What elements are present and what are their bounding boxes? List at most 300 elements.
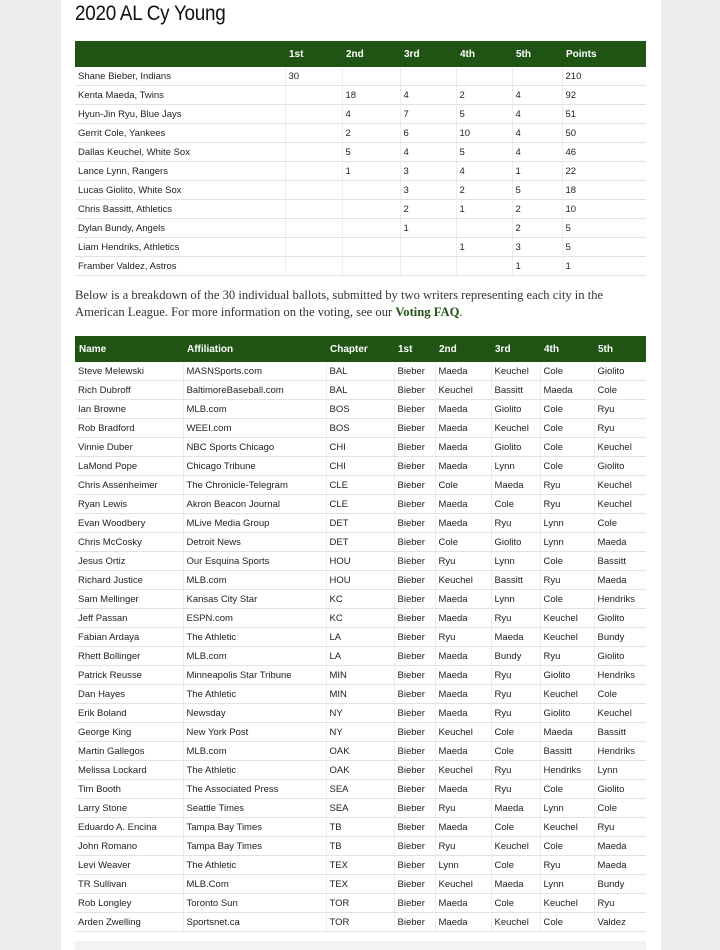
table-cell bbox=[342, 238, 400, 257]
points-row bbox=[75, 257, 646, 276]
table-cell bbox=[342, 181, 400, 200]
table-cell bbox=[342, 219, 400, 238]
ballot-row bbox=[75, 476, 646, 495]
table-cell: Ryu bbox=[540, 647, 594, 666]
table-cell: Keuchel bbox=[594, 495, 646, 514]
table-cell: MLB.com bbox=[183, 647, 326, 666]
points-row bbox=[75, 238, 646, 257]
table-cell: 4 bbox=[400, 86, 456, 105]
table-cell: Lynn bbox=[540, 533, 594, 552]
table-cell: Bieber bbox=[394, 628, 435, 647]
table-cell bbox=[285, 238, 342, 257]
table-cell: Cole bbox=[491, 742, 540, 761]
ballot-row bbox=[75, 837, 646, 856]
points-row bbox=[75, 143, 646, 162]
table-cell: Maeda bbox=[491, 799, 540, 818]
table-cell bbox=[285, 86, 342, 105]
ballot-row bbox=[75, 609, 646, 628]
table-cell bbox=[456, 67, 512, 86]
table-cell: 51 bbox=[562, 105, 646, 124]
ballot-row bbox=[75, 647, 646, 666]
table-cell: 4 bbox=[456, 162, 512, 181]
table-cell: John Romano bbox=[75, 837, 183, 856]
table-cell: Jesus Ortiz bbox=[75, 552, 183, 571]
table-cell: Ryu bbox=[491, 666, 540, 685]
table-cell: Keuchel bbox=[540, 685, 594, 704]
ballot-row bbox=[75, 723, 646, 742]
table-cell: Cole bbox=[491, 495, 540, 514]
table-cell: Ryan Lewis bbox=[75, 495, 183, 514]
table-cell: Bassitt bbox=[491, 571, 540, 590]
table-cell: Valdez bbox=[594, 913, 646, 932]
table-cell: HOU bbox=[326, 552, 394, 571]
column-header: 3rd bbox=[400, 41, 456, 67]
table-cell: 4 bbox=[512, 105, 562, 124]
table-cell: Lynn bbox=[594, 761, 646, 780]
table-cell: 4 bbox=[400, 143, 456, 162]
table-cell: Cole bbox=[594, 799, 646, 818]
table-cell: 1 bbox=[562, 257, 646, 276]
column-header: 2nd bbox=[342, 41, 400, 67]
table-cell: KC bbox=[326, 590, 394, 609]
ballot-row bbox=[75, 628, 646, 647]
table-cell: Evan Woodbery bbox=[75, 514, 183, 533]
table-cell bbox=[400, 257, 456, 276]
table-cell: 2 bbox=[456, 181, 512, 200]
table-cell: Arden Zwelling bbox=[75, 913, 183, 932]
table-cell: Ryu bbox=[491, 704, 540, 723]
table-cell: Keuchel bbox=[491, 913, 540, 932]
table-cell: 3 bbox=[400, 181, 456, 200]
footer-bar bbox=[75, 941, 646, 950]
points-table bbox=[75, 41, 646, 276]
table-cell: Maeda bbox=[435, 685, 491, 704]
ballot-row bbox=[75, 457, 646, 476]
table-cell bbox=[342, 257, 400, 276]
table-cell: Maeda bbox=[435, 647, 491, 666]
table-cell: Bieber bbox=[394, 400, 435, 419]
table-cell: Bundy bbox=[594, 875, 646, 894]
table-cell: 5 bbox=[342, 143, 400, 162]
table-cell: 10 bbox=[456, 124, 512, 143]
table-cell: Cole bbox=[491, 894, 540, 913]
table-cell: The Associated Press bbox=[183, 780, 326, 799]
points-row bbox=[75, 86, 646, 105]
table-cell: Patrick Reusse bbox=[75, 666, 183, 685]
table-cell: Keuchel bbox=[594, 476, 646, 495]
table-cell: Lynn bbox=[540, 514, 594, 533]
table-cell: Kenta Maeda, Twins bbox=[75, 86, 285, 105]
table-cell: 4 bbox=[512, 86, 562, 105]
table-cell: 5 bbox=[562, 219, 646, 238]
points-row bbox=[75, 105, 646, 124]
table-cell: Chris Bassitt, Athletics bbox=[75, 200, 285, 219]
table-cell: 30 bbox=[285, 67, 342, 86]
ballot-row bbox=[75, 400, 646, 419]
ballot-row bbox=[75, 799, 646, 818]
table-cell: Rob Bradford bbox=[75, 419, 183, 438]
table-cell: Giolito bbox=[540, 704, 594, 723]
table-cell: Cole bbox=[540, 457, 594, 476]
column-header: 4th bbox=[540, 336, 594, 362]
table-cell: MIN bbox=[326, 685, 394, 704]
table-cell: Maeda bbox=[594, 533, 646, 552]
table-cell: Giolito bbox=[491, 438, 540, 457]
table-cell: ESPN.com bbox=[183, 609, 326, 628]
table-cell: Bieber bbox=[394, 666, 435, 685]
table-cell: Vinnie Duber bbox=[75, 438, 183, 457]
table-cell: Levi Weaver bbox=[75, 856, 183, 875]
table-cell: 1 bbox=[512, 257, 562, 276]
table-cell: MIN bbox=[326, 666, 394, 685]
table-cell: Keuchel bbox=[491, 837, 540, 856]
table-cell: Melissa Lockard bbox=[75, 761, 183, 780]
table-cell: Maeda bbox=[435, 590, 491, 609]
table-cell: Tampa Bay Times bbox=[183, 818, 326, 837]
table-cell bbox=[285, 124, 342, 143]
table-cell: CHI bbox=[326, 438, 394, 457]
table-cell: Bassitt bbox=[491, 381, 540, 400]
table-cell: Keuchel bbox=[594, 438, 646, 457]
ballot-row bbox=[75, 571, 646, 590]
table-cell: TR Sullivan bbox=[75, 875, 183, 894]
table-cell: BaltimoreBaseball.com bbox=[183, 381, 326, 400]
table-cell: Bieber bbox=[394, 685, 435, 704]
column-header: 2nd bbox=[435, 336, 491, 362]
table-cell bbox=[285, 219, 342, 238]
table-cell: Ryu bbox=[540, 856, 594, 875]
table-cell: MASNSports.com bbox=[183, 362, 326, 381]
table-cell: Ryu bbox=[491, 780, 540, 799]
table-cell: 1 bbox=[456, 200, 512, 219]
table-cell: Keuchel bbox=[435, 875, 491, 894]
table-cell: Maeda bbox=[435, 609, 491, 628]
table-cell: Giolito bbox=[594, 609, 646, 628]
table-cell: Keuchel bbox=[540, 609, 594, 628]
table-cell: KC bbox=[326, 609, 394, 628]
table-cell: Maeda bbox=[435, 400, 491, 419]
table-cell: Bieber bbox=[394, 476, 435, 495]
ballot-row bbox=[75, 742, 646, 761]
table-cell: 2 bbox=[512, 200, 562, 219]
table-cell: 2 bbox=[512, 219, 562, 238]
table-cell: Bieber bbox=[394, 780, 435, 799]
table-cell: Minneapolis Star Tribune bbox=[183, 666, 326, 685]
table-cell: Cole bbox=[540, 552, 594, 571]
table-cell: Bieber bbox=[394, 457, 435, 476]
ballot-row bbox=[75, 704, 646, 723]
table-cell: 3 bbox=[400, 162, 456, 181]
table-cell bbox=[285, 162, 342, 181]
table-cell bbox=[512, 67, 562, 86]
table-cell: 2 bbox=[400, 200, 456, 219]
points-row bbox=[75, 181, 646, 200]
ballot-row bbox=[75, 419, 646, 438]
ballot-row bbox=[75, 894, 646, 913]
table-cell: Framber Valdez, Astros bbox=[75, 257, 285, 276]
table-cell: Hendriks bbox=[594, 590, 646, 609]
table-cell: NY bbox=[326, 723, 394, 742]
table-cell: Ryu bbox=[491, 609, 540, 628]
table-cell: 46 bbox=[562, 143, 646, 162]
table-cell: CHI bbox=[326, 457, 394, 476]
table-cell: Bieber bbox=[394, 894, 435, 913]
table-cell: MLB.com bbox=[183, 742, 326, 761]
table-cell: Cole bbox=[540, 590, 594, 609]
table-cell: Bieber bbox=[394, 913, 435, 932]
table-cell: Ryu bbox=[491, 514, 540, 533]
table-cell: Hendriks bbox=[594, 742, 646, 761]
table-cell: Cole bbox=[491, 723, 540, 742]
ballot-row bbox=[75, 761, 646, 780]
table-cell: Cole bbox=[540, 837, 594, 856]
column-header: 3rd bbox=[491, 336, 540, 362]
table-cell: Maeda bbox=[491, 875, 540, 894]
table-cell: Ryu bbox=[594, 818, 646, 837]
table-cell: Maeda bbox=[540, 723, 594, 742]
table-cell: BOS bbox=[326, 400, 394, 419]
table-cell: Martin Gallegos bbox=[75, 742, 183, 761]
table-cell: Chris McCosky bbox=[75, 533, 183, 552]
ballot-row bbox=[75, 856, 646, 875]
table-cell: Cole bbox=[540, 913, 594, 932]
table-cell: NY bbox=[326, 704, 394, 723]
ballot-row bbox=[75, 495, 646, 514]
table-cell: 5 bbox=[512, 181, 562, 200]
table-cell: LA bbox=[326, 647, 394, 666]
table-cell: Bieber bbox=[394, 552, 435, 571]
table-cell: Lynn bbox=[540, 799, 594, 818]
table-cell: 10 bbox=[562, 200, 646, 219]
table-cell: OAK bbox=[326, 742, 394, 761]
ballot-row bbox=[75, 533, 646, 552]
table-cell: 92 bbox=[562, 86, 646, 105]
table-cell: Rich Dubroff bbox=[75, 381, 183, 400]
table-cell: Ryu bbox=[540, 476, 594, 495]
column-header bbox=[75, 41, 285, 67]
table-cell: MLB.com bbox=[183, 571, 326, 590]
table-cell: 18 bbox=[562, 181, 646, 200]
table-cell: Toronto Sun bbox=[183, 894, 326, 913]
table-cell: Cole bbox=[594, 685, 646, 704]
table-cell: Maeda bbox=[435, 704, 491, 723]
table-cell: Ryu bbox=[435, 837, 491, 856]
points-table-header bbox=[75, 41, 646, 67]
table-cell bbox=[285, 105, 342, 124]
table-cell: Maeda bbox=[435, 818, 491, 837]
table-cell: The Athletic bbox=[183, 685, 326, 704]
table-cell: Bieber bbox=[394, 495, 435, 514]
column-header: Name bbox=[75, 336, 183, 362]
table-cell: SEA bbox=[326, 799, 394, 818]
table-cell bbox=[400, 67, 456, 86]
table-cell: Maeda bbox=[594, 571, 646, 590]
table-cell: Maeda bbox=[491, 476, 540, 495]
table-cell: Ryu bbox=[491, 761, 540, 780]
table-cell: Maeda bbox=[435, 666, 491, 685]
table-cell: 4 bbox=[512, 124, 562, 143]
ballots-table bbox=[75, 336, 646, 932]
table-cell: 1 bbox=[456, 238, 512, 257]
table-cell: Rob Longley bbox=[75, 894, 183, 913]
table-cell: Ryu bbox=[540, 495, 594, 514]
table-cell: Maeda bbox=[435, 742, 491, 761]
table-cell: MLive Media Group bbox=[183, 514, 326, 533]
table-cell: 2 bbox=[456, 86, 512, 105]
table-cell: Cole bbox=[594, 514, 646, 533]
table-cell: 50 bbox=[562, 124, 646, 143]
points-row bbox=[75, 200, 646, 219]
ballot-row bbox=[75, 590, 646, 609]
intro-suffix: . bbox=[459, 305, 463, 319]
table-cell: LaMond Pope bbox=[75, 457, 183, 476]
table-cell: Seattle Times bbox=[183, 799, 326, 818]
table-cell: Maeda bbox=[435, 780, 491, 799]
table-cell: Lynn bbox=[540, 875, 594, 894]
table-cell: Bieber bbox=[394, 723, 435, 742]
table-cell: BAL bbox=[326, 381, 394, 400]
table-cell: Dylan Bundy, Angels bbox=[75, 219, 285, 238]
table-cell: TB bbox=[326, 818, 394, 837]
table-cell: BAL bbox=[326, 362, 394, 381]
table-cell: CLE bbox=[326, 476, 394, 495]
table-cell: DET bbox=[326, 514, 394, 533]
table-cell: 1 bbox=[512, 162, 562, 181]
table-cell: Giolito bbox=[594, 780, 646, 799]
table-cell: TOR bbox=[326, 913, 394, 932]
table-cell: Keuchel bbox=[435, 761, 491, 780]
ballot-row bbox=[75, 913, 646, 932]
table-cell: Ryu bbox=[435, 628, 491, 647]
table-cell: Steve Melewski bbox=[75, 362, 183, 381]
table-cell: Tim Booth bbox=[75, 780, 183, 799]
intro-text: Below is a breakdown of the 30 individual ballots, submitted by two writers representing each city in the American League. For more information on the voting, see our bbox=[75, 288, 604, 319]
points-row bbox=[75, 162, 646, 181]
table-cell: Bieber bbox=[394, 419, 435, 438]
ballot-row bbox=[75, 780, 646, 799]
table-cell: Keuchel bbox=[435, 381, 491, 400]
table-cell: George King bbox=[75, 723, 183, 742]
column-header: 5th bbox=[512, 41, 562, 67]
table-cell: 22 bbox=[562, 162, 646, 181]
table-cell: Cole bbox=[540, 419, 594, 438]
table-cell: Bieber bbox=[394, 362, 435, 381]
column-header: 1st bbox=[285, 41, 342, 67]
ballot-row bbox=[75, 514, 646, 533]
table-cell: OAK bbox=[326, 761, 394, 780]
table-cell: Bieber bbox=[394, 381, 435, 400]
table-cell: The Chronicle-Telegram bbox=[183, 476, 326, 495]
table-cell: Maeda bbox=[435, 438, 491, 457]
table-cell: 1 bbox=[400, 219, 456, 238]
table-cell: Maeda bbox=[594, 837, 646, 856]
table-cell: TOR bbox=[326, 894, 394, 913]
table-cell: Maeda bbox=[435, 457, 491, 476]
ballot-row bbox=[75, 818, 646, 837]
table-cell: Cole bbox=[540, 362, 594, 381]
table-cell: Gerrit Cole, Yankees bbox=[75, 124, 285, 143]
table-cell: Ryu bbox=[435, 552, 491, 571]
table-cell: Giolito bbox=[491, 400, 540, 419]
table-cell: Keuchel bbox=[435, 571, 491, 590]
table-cell: Lucas Giolito, White Sox bbox=[75, 181, 285, 200]
table-cell: 210 bbox=[562, 67, 646, 86]
table-cell: Maeda bbox=[491, 628, 540, 647]
table-cell: CLE bbox=[326, 495, 394, 514]
table-cell: Eduardo A. Encina bbox=[75, 818, 183, 837]
table-cell: Cole bbox=[540, 400, 594, 419]
table-cell bbox=[342, 200, 400, 219]
table-cell: Bieber bbox=[394, 856, 435, 875]
table-cell: Sportsnet.ca bbox=[183, 913, 326, 932]
voting-faq-link[interactable]: Voting FAQ bbox=[395, 305, 460, 319]
table-cell: Bieber bbox=[394, 742, 435, 761]
table-cell: Hendriks bbox=[594, 666, 646, 685]
table-cell: Ryu bbox=[491, 685, 540, 704]
table-cell: TEX bbox=[326, 856, 394, 875]
table-cell: MLB.Com bbox=[183, 875, 326, 894]
table-cell: Jeff Passan bbox=[75, 609, 183, 628]
table-cell: Kansas City Star bbox=[183, 590, 326, 609]
table-cell: Cole bbox=[491, 856, 540, 875]
table-cell: Hyun-Jin Ryu, Blue Jays bbox=[75, 105, 285, 124]
table-cell: Bieber bbox=[394, 875, 435, 894]
table-cell: TEX bbox=[326, 875, 394, 894]
points-row bbox=[75, 219, 646, 238]
table-cell: Rhett Bollinger bbox=[75, 647, 183, 666]
table-cell: Bieber bbox=[394, 533, 435, 552]
table-cell: Maeda bbox=[540, 381, 594, 400]
table-cell: Maeda bbox=[435, 419, 491, 438]
table-cell bbox=[285, 200, 342, 219]
table-cell bbox=[456, 219, 512, 238]
table-cell: Our Esquina Sports bbox=[183, 552, 326, 571]
table-cell: Ryu bbox=[594, 400, 646, 419]
table-cell bbox=[400, 238, 456, 257]
table-cell: Shane Bieber, Indians bbox=[75, 67, 285, 86]
table-cell: DET bbox=[326, 533, 394, 552]
table-cell: Lynn bbox=[435, 856, 491, 875]
table-cell bbox=[285, 143, 342, 162]
table-cell: 1 bbox=[342, 162, 400, 181]
table-cell: Lynn bbox=[491, 457, 540, 476]
table-cell: Maeda bbox=[435, 514, 491, 533]
table-cell: Chris Assenheimer bbox=[75, 476, 183, 495]
table-cell: WEEI.com bbox=[183, 419, 326, 438]
table-cell: Keuchel bbox=[594, 704, 646, 723]
table-cell: TB bbox=[326, 837, 394, 856]
column-header: Affiliation bbox=[183, 336, 326, 362]
table-cell: The Athletic bbox=[183, 761, 326, 780]
table-cell: The Athletic bbox=[183, 856, 326, 875]
table-cell: Maeda bbox=[594, 856, 646, 875]
table-cell: Cole bbox=[594, 381, 646, 400]
ballot-row bbox=[75, 875, 646, 894]
ballot-row bbox=[75, 552, 646, 571]
table-cell: Ryu bbox=[540, 571, 594, 590]
column-header: Chapter bbox=[326, 336, 394, 362]
table-cell: NBC Sports Chicago bbox=[183, 438, 326, 457]
page-title: 2020 AL Cy Young bbox=[75, 2, 226, 25]
table-cell bbox=[456, 257, 512, 276]
table-cell: Giolito bbox=[594, 457, 646, 476]
column-header: Points bbox=[562, 41, 646, 67]
table-cell: Akron Beacon Journal bbox=[183, 495, 326, 514]
table-cell: Cole bbox=[435, 533, 491, 552]
table-cell: Giolito bbox=[594, 362, 646, 381]
table-cell: Bundy bbox=[594, 628, 646, 647]
table-cell: Liam Hendriks, Athletics bbox=[75, 238, 285, 257]
